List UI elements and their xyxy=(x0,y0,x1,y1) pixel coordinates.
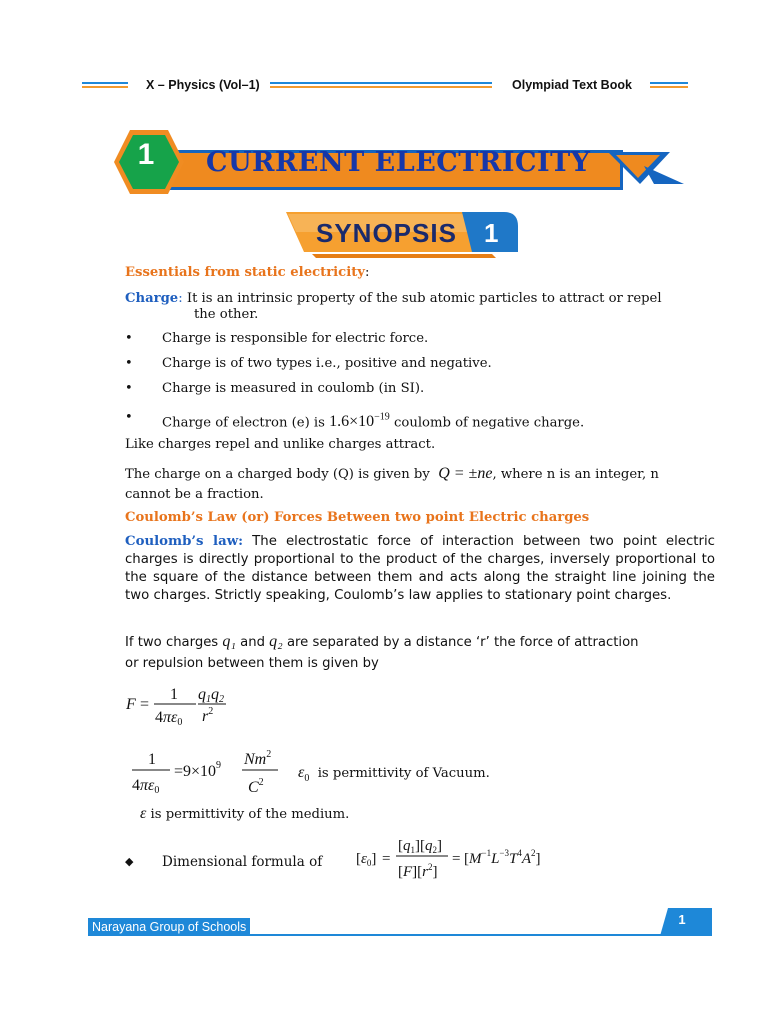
svg-text:=: = xyxy=(382,851,391,867)
svg-text:=: = xyxy=(140,696,150,713)
bullet-marker: • xyxy=(125,410,133,425)
svg-text:1: 1 xyxy=(170,686,178,703)
bullet-item: Charge is responsible for electric force. xyxy=(162,331,429,346)
synopsis-label: SYNOPSIS xyxy=(316,218,457,248)
svg-text:4πε0: 4πε0 xyxy=(155,709,183,728)
svg-text:=: = xyxy=(452,851,461,867)
header-series: Olympiad Text Book xyxy=(512,78,632,92)
svg-text:r2: $r^2$ xyxy=(202,706,214,725)
footer-school-name: Narayana Group of Schools xyxy=(88,918,250,936)
header-rule-left-accent xyxy=(82,86,128,88)
svg-text:C2: $C^2$ xyxy=(248,777,264,796)
bullet-item: Charge is of two types i.e., positive and negative. xyxy=(162,356,492,371)
coulombs-law-paragraph: Coulomb’s law: The electrostatic force of interaction between two point electric charges is directly proportional to the product of the charges, inversely proportional to the square of the distance between them and acts along the straight line joining the two charges. Strictly speaking, Coulomb’s law applies to stationary point charges. xyxy=(125,534,715,603)
dimensional-formula xyxy=(352,832,562,884)
header-rule-left xyxy=(82,82,128,84)
like-charges-text: Like charges repel and unlike charges attract. xyxy=(125,437,436,452)
svg-text:1: 1 xyxy=(148,751,156,768)
bullet-marker: • xyxy=(125,331,133,346)
bullet-item: Charge is measured in coulomb (in SI). xyxy=(162,381,425,396)
svg-text:[M−1L−3T4A2]: $[M^{-1}L^{-3}T^4A^2]$ xyxy=(464,848,541,867)
charge-definition: Charge: It is an intrinsic property of the sub atomic particles to attract or repel xyxy=(125,291,662,306)
bullet-marker: • xyxy=(125,381,133,396)
svg-text:[q1][q2]: $[q_1][q_2]$ xyxy=(398,838,442,855)
svg-text:Nm2: Nm$^2$ xyxy=(244,749,272,768)
svg-text:q1q2: q1q2 xyxy=(198,686,224,705)
diamond-bullet-icon: ◆ xyxy=(125,855,134,868)
header-book-title: X – Physics (Vol–1) xyxy=(146,78,260,92)
header-rule-right-accent xyxy=(650,86,688,88)
charge-term: Charge xyxy=(125,291,179,306)
svg-text:=9×109: $=9\times 10^9$ xyxy=(174,760,222,780)
electron-charge-value: $1.6\times 10^{-19}$ xyxy=(329,412,390,431)
quantization-text-cont: cannot be a fraction. xyxy=(125,487,264,502)
dimensional-formula-label: Dimensional formula of xyxy=(162,854,323,870)
bullet-marker: • xyxy=(125,356,133,371)
section-heading-static-electricity: Essentials from static electricity: xyxy=(125,265,370,280)
chapter-title: CURRENT ELECTRICITY xyxy=(206,147,591,178)
quantization-text: The charge on a charged body (Q) is given by Q = ±ne, where n is an integer, n xyxy=(125,465,659,482)
svg-text:[F][r2]: $[F][r^2]$ xyxy=(398,862,438,880)
coulombs-law-term: Coulomb’s law: xyxy=(125,534,244,549)
header-rule-middle xyxy=(270,82,492,84)
bullet-item: Charge of electron (e) is $1.6\times 10^{-19}$ coulomb of negative charge. xyxy=(162,412,585,431)
svg-text:F: F xyxy=(126,696,136,713)
charge-definition-text: It is an intrinsic property of the sub atomic particles to attract or repel xyxy=(186,291,662,306)
charge-definition-cont: the other. xyxy=(194,307,259,322)
header-rule-right xyxy=(650,82,688,84)
page-number: 1 xyxy=(678,912,686,927)
synopsis-number: 1 xyxy=(484,218,499,248)
coulomb-force-formula xyxy=(122,682,262,730)
permittivity-vacuum: $\varepsilon_0$ is permittivity of Vacuum. xyxy=(298,764,490,785)
chapter-number: 1 xyxy=(137,138,155,171)
permittivity-medium: ε is permittivity of the medium. xyxy=(140,805,350,822)
banner-triangle-icon xyxy=(604,148,688,188)
quantization-formula: Q = ±ne xyxy=(438,465,493,482)
header-rule-middle-accent xyxy=(270,86,492,88)
two-charges-text: If two charges q₁ and q₂ are separated by a distance ‘r’ the force of attraction xyxy=(125,633,639,650)
section-heading-coulombs-law: Coulomb’s Law (or) Forces Between two point Electric charges xyxy=(125,510,590,525)
svg-text:4πε0: 4πε0 xyxy=(132,777,160,796)
coulomb-constant-formula xyxy=(128,742,298,800)
two-charges-text-cont: or repulsion between them is given by xyxy=(125,656,379,671)
svg-text:[ε0]: $[\varepsilon_0]$ xyxy=(356,851,377,868)
